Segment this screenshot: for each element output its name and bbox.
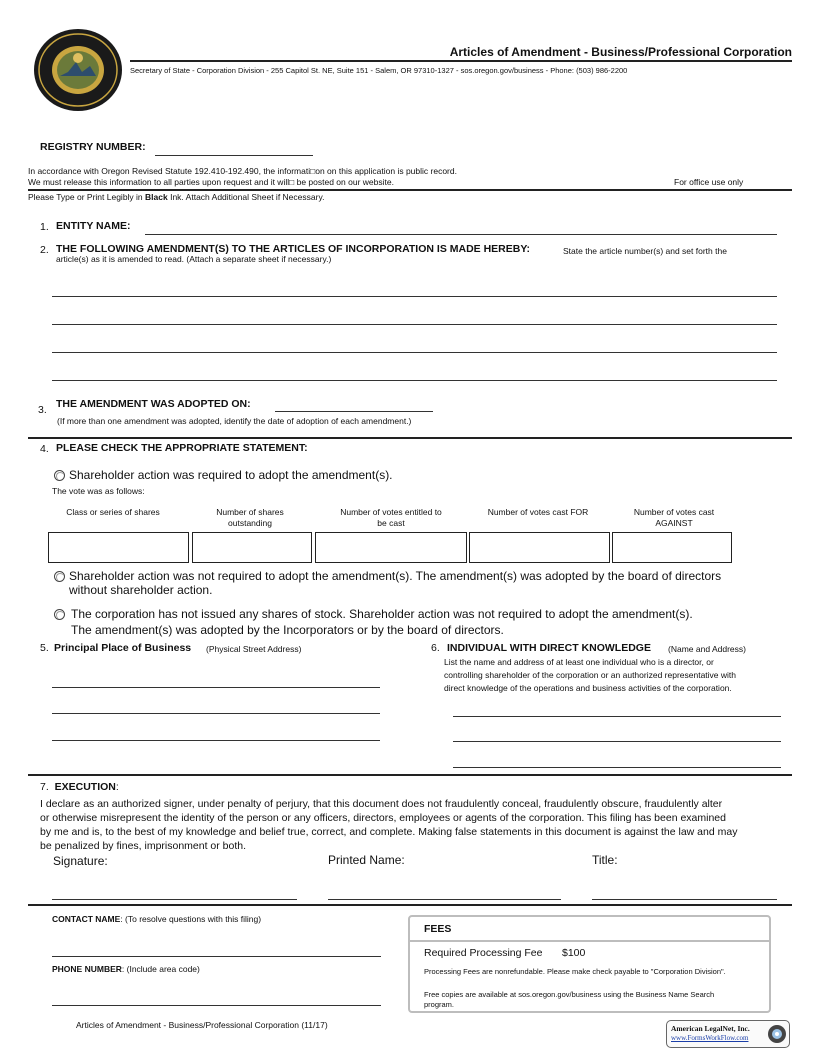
direct-knowledge-desc-3: direct knowledge of the operations and business activities of the corporation. [444,683,732,693]
title-label: Title: [592,853,618,867]
adopted-on-note: (If more than one amendment was adopted, identify the date of adoption of each amendment.) [57,416,412,426]
execution-heading: 7. EXECUTION: [40,781,119,793]
fees-header [410,917,769,942]
adopted-on-field[interactable] [275,411,433,412]
public-record-notice-1: In accordance with Oregon Revised Statute 192.410-192.490, the informati□on on this application is public record. [28,166,457,176]
section1-number: 1. [40,221,49,233]
amendment-line-3[interactable] [52,352,777,353]
amendment-label: THE FOLLOWING AMENDMENT(S) TO THE ARTICLES OF INCORPORATION IS MADE HEREBY: [56,243,531,255]
principal-place-label: Principal Place of Business [54,642,192,654]
option3-text-2: The amendment(s) was adopted by the Incorporators or by the board of directors. [71,623,504,637]
column-shares-outstanding: Number of shares outstanding [216,507,284,529]
fee-amount: $100 [562,947,586,959]
legalnet-badge [666,1020,790,1048]
fees-title: FEES [424,923,452,935]
execution-rule [28,904,792,906]
section3-number: 3. [38,404,47,416]
office-use-label: For office use only [674,177,744,187]
declaration-2: or otherwise misrepresent the identity of the person or any officers, directors, employees or agents of the corporation. This filing has been examined [40,812,726,824]
input-votes-for[interactable] [469,532,610,563]
section6-number: 6. [431,642,440,654]
option2-radio[interactable] [54,571,65,582]
direct-knowledge-desc-2: controlling shareholder of the corporation or an authorized representative with [444,670,737,680]
registry-number-field[interactable] [155,155,313,156]
section6-rule [28,774,792,776]
direct-knowledge-line-3[interactable] [453,767,781,768]
printed-name-field[interactable] [328,899,561,900]
option3-text-1: The corporation has not issued any shares of stock. Shareholder action was not required to adopt the amendment(s). [71,607,693,621]
amendment-note: State the article number(s) and set forth the [563,246,727,256]
direct-knowledge-note: (Name and Address) [668,644,746,654]
brand-url[interactable]: www.FormsWorkFlow.com [671,1034,749,1042]
registry-rule [28,189,792,191]
contact-name-field[interactable] [52,956,381,957]
option3-radio[interactable] [54,609,65,620]
option1-text: Shareholder action was required to adopt the amendment(s). [69,468,393,482]
section3-rule [28,437,792,439]
amendment-line-2[interactable] [52,324,777,325]
state-seal [32,28,124,112]
column-class: Class or series of shares [66,507,160,517]
input-class[interactable] [48,532,189,563]
section4-number: 4. [40,443,49,455]
fees-nonrefundable: Processing Fees are nonrefundable. Please make check payable to "Corporation Division". [424,967,726,976]
entity-name-field[interactable] [145,234,777,235]
public-record-notice-2: We must release this information to all parties upon request and it will□ be posted on our website. [28,177,394,187]
principal-place-note: (Physical Street Address) [206,644,302,654]
option2-text-1: Shareholder action was not required to adopt the amendment(s). The amendment(s) was adopted by the board of directors [69,569,722,583]
column-votes-for: Number of votes cast FOR [487,507,589,517]
input-votes-entitled[interactable] [315,532,467,563]
direct-knowledge-desc-1: List the name and address of at least one individual who is a director, or [444,657,714,667]
declaration-4: be penalized by fines, imprisonment or both. [40,840,247,852]
phone-number-field[interactable] [52,1005,381,1006]
column-votes-entitled: Number of votes entitled to be cast [340,507,442,529]
brand-logo-icon [767,1024,787,1044]
fees-box [408,915,771,1013]
column-votes-against: Number of votes cast AGAINST [633,507,715,529]
signature-label: Signature: [53,854,108,868]
free-copies-2: program. [424,1000,455,1009]
check-statement-label: PLEASE CHECK THE APPROPRIATE STATEMENT: [56,442,308,454]
phone-number-label: PHONE NUMBER: (Include area code) [52,964,200,974]
ink-instructions: Please Type or Print Legibly in Black Ink. Attach Additional Sheet if Necessary. [28,192,325,202]
vote-intro: The vote was as follows: [52,486,145,496]
amendment-line-1[interactable] [52,296,777,297]
contact-name-label: CONTACT NAME: (To resolve questions with this filing) [52,914,262,924]
direct-knowledge-line-2[interactable] [453,741,781,742]
input-votes-against[interactable] [612,532,732,563]
registry-number-label: REGISTRY NUMBER: [40,141,146,153]
declaration-3: by me and is, to the best of my knowledge and belief true, correct, and complete. Making false statements in this document is against the law and may [40,826,738,838]
header-rule [130,60,792,62]
adopted-on-label: THE AMENDMENT WAS ADOPTED ON: [56,398,251,410]
direct-knowledge-line-1[interactable] [453,716,781,717]
principal-place-line-2[interactable] [52,713,380,714]
form-identifier: Articles of Amendment - Business/Professional Corporation (11/17) [76,1020,328,1030]
direct-knowledge-label: INDIVIDUAL WITH DIRECT KNOWLEDGE [447,642,651,654]
input-shares-outstanding[interactable] [192,532,312,563]
title-field[interactable] [592,899,777,900]
printed-name-label: Printed Name: [328,853,405,867]
principal-place-line-3[interactable] [52,740,380,741]
agency-address: Secretary of State - Corporation Division - 255 Capitol St. NE, Suite 151 - Salem, OR 97310-1327 - sos.oregon.gov/business - Phone: (503) 986-2200 [130,66,628,75]
section2-number: 2. [40,244,49,256]
free-copies-1: Free copies are available at sos.oregon.gov/business using the Business Name Search [424,990,715,999]
option1-radio[interactable] [54,470,65,481]
amendment-line-4[interactable] [52,380,777,381]
declaration-1: I declare as an authorized signer, under penalty of perjury, that this document does not fraudulently conceal, fraudulently obscure, fraudulently alter [40,798,723,810]
brand-name: American LegalNet, Inc. [671,1024,750,1033]
amendment-note-2: article(s) as it is amended to read. (Attach a separate sheet if necessary.) [56,254,332,264]
fee-label: Required Processing Fee [424,947,543,959]
section5-number: 5. [40,642,49,654]
signature-field[interactable] [52,899,297,900]
entity-name-label: ENTITY NAME: [56,220,131,232]
form-title: Articles of Amendment - Business/Professional Corporation [449,45,792,59]
principal-place-line-1[interactable] [52,687,380,688]
option2-text-2: without shareholder action. [69,583,213,597]
